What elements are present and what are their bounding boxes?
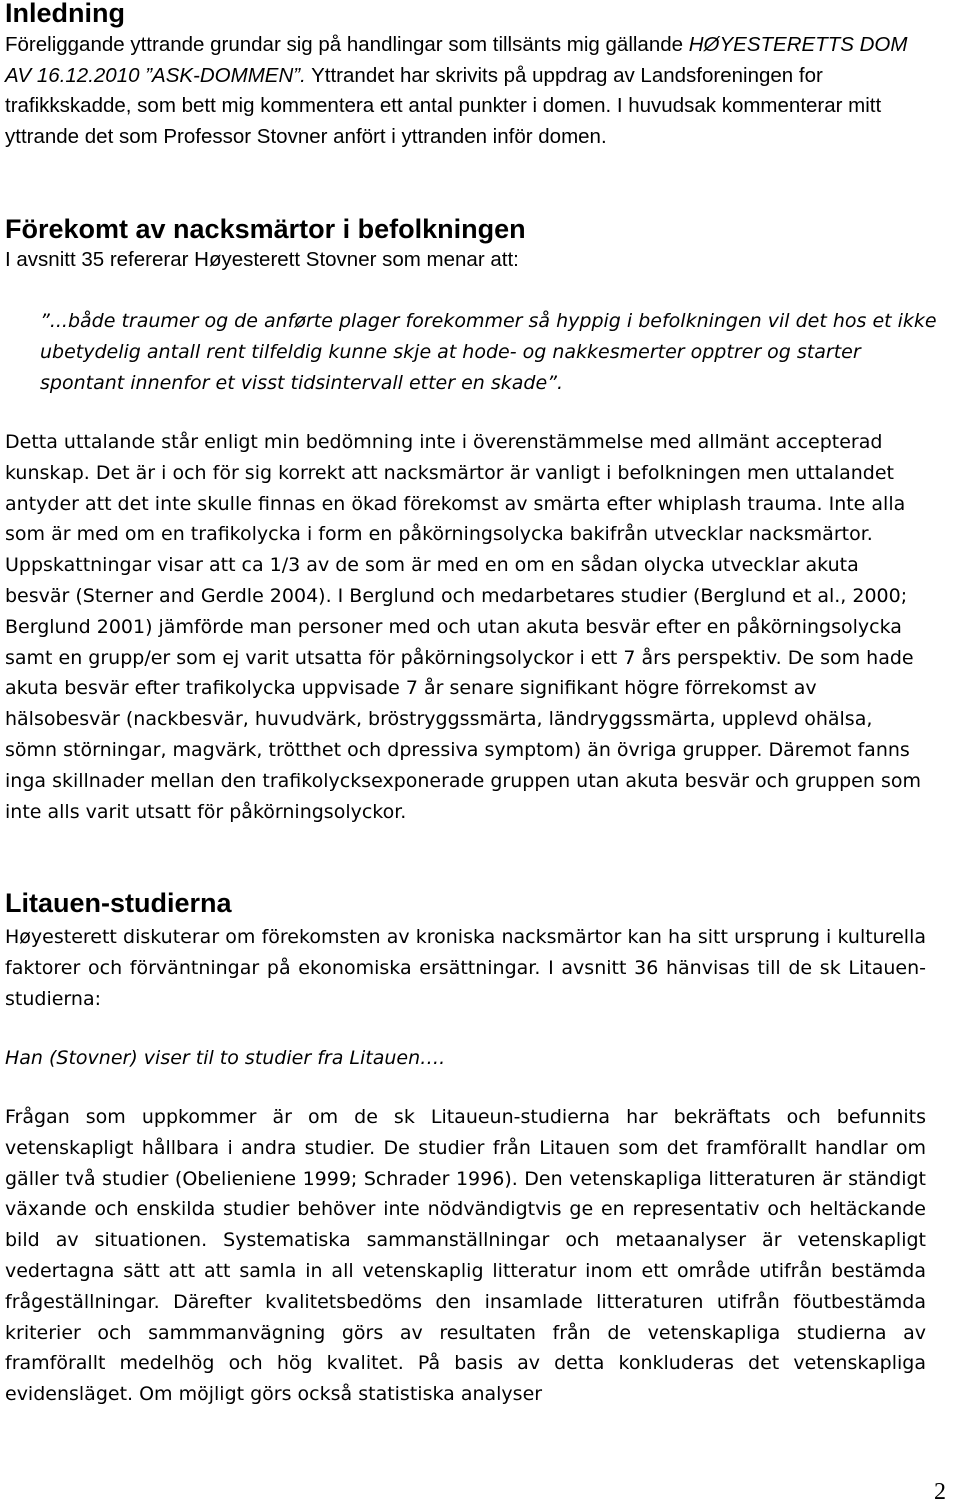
heading-inledning: Inledning xyxy=(5,0,125,28)
forekomst-paragraph: Detta uttalande står enligt min bedömning inte i överenstämmelse med allmänt accepterad kunskap. Det är i och för sig korrekt att nacksmärtor är vanligt i befolkningen men uttalandet antyder att det inte skulle finnas en ökad förekomst av smärta efter whiplash trauma. Inte alla som är med om en trafikolycka i form en påkörningsolycka bakifrån utvecklar nacksmärtor. Uppskattningar visar att ca 1/3 av de som är med en om en sådan olycka utvecklar akuta besvär (Sterner and Gerdle 2004). I Berglund och medarbetares studier (Berglund et al., 2000; Berglund 2001) jämförde man personer med och utan akuta besvär efter en påkörningsolycka samt en grupp/er som ej varit utsatta för påkörningsolyckor i ett 7 års perspektiv. De som hade akuta besvär efter trafikolycka uppvisade 7 år senare signifikant högre förrekomst av hälsobesvär (nackbesvär, huvudvärk, bröstryggssmärta, ländryggssmärta, upplevd ohälsa, sömn störningar, magvärk, trötthet och dpressiva symptom) än övriga grupper. Däremot fanns inga skillnader mellan den trafikolycksexponerade gruppen utan akuta besvär och gruppen som inte alls varit utsatt för påkörningsolyckor. xyxy=(5,431,921,823)
stovner-quote: ”...både traumer og de anførte plager forekommer så hyppig i befolkningen vil det hos et ikke ubetydelig antall rent tilfeldig kunne skje at hode- og nakkesmerter opptrer og starter spontant innenfor et visst tidsintervall etter en skade”. xyxy=(40,310,937,394)
litauen-paragraph: Frågan som uppkommer är om de sk Litaueun-studierna har bekräftats och befunnits vetenskapligt hållbara i andra studier. De studier från Litauen som det framförallt handlar om gäller två studier (Obelieniene 1999; Schrader 1996). Den vetenskapliga litteraturen är ständigt växande och enskilda studier behöver inte nödvändigtvis ge en representativ och heltäckande bild av situationen. Systematiska sammanställningar och metaanalyser är vetenskapligt vedertagna sätt att att samla in all vetenskaplig litteratur inom ett område utifrån bestämda frågeställningar. Därefter kvalitetsbedöms den insamlade litteraturen utifrån föutbestämda kriterier och sammmanvägning görs av resultaten från de vetenskapliga studierna av framförallt medelhög och hög kvalitet. På basis av detta konkluderas det vetenskapliga evidensläget. Om möjligt görs också statistiska analyser xyxy=(5,1106,926,1406)
litauen-quote: Han (Stovner) viser til to studier fra Litauen…. xyxy=(5,1047,446,1069)
litauen-intro: Høyesterett diskuterar om förekomsten av kroniska nacksmärtor kan ha sitt ursprung i kulturella faktorer och förväntningar på ekonomiska ersättningar. I avsnitt 36 hänvisas till de sk Litauen-studierna: xyxy=(5,926,926,1010)
heading-forekomst: Förekomt av nacksmärtor i befolkningen xyxy=(5,214,526,244)
inledning-paragraph xyxy=(5,30,927,152)
heading-litauen: Litauen-studierna xyxy=(5,888,232,918)
forekomst-intro: I avsnitt 35 refererar Høyesterett Stovner som menar att: xyxy=(5,248,519,271)
page-number: 2 xyxy=(934,1479,946,1505)
dom-reference: HØYESTERETTS DOM AV 16.12.2010 ”ASK-DOMMEN”. xyxy=(5,33,908,87)
inledning-text-after: Yttrandet har skrivits på uppdrag av Landsforeningen for trafikkskadde, som bett mig kommentera ett antal punkter i domen. I huvudsak kommenterar mitt yttrande det som Professor Stovner anfört i yttranden inför domen. xyxy=(5,63,882,148)
inledning-text-before: Föreliggande yttrande grundar sig på handlingar som tillsänts mig gällande xyxy=(5,33,689,56)
